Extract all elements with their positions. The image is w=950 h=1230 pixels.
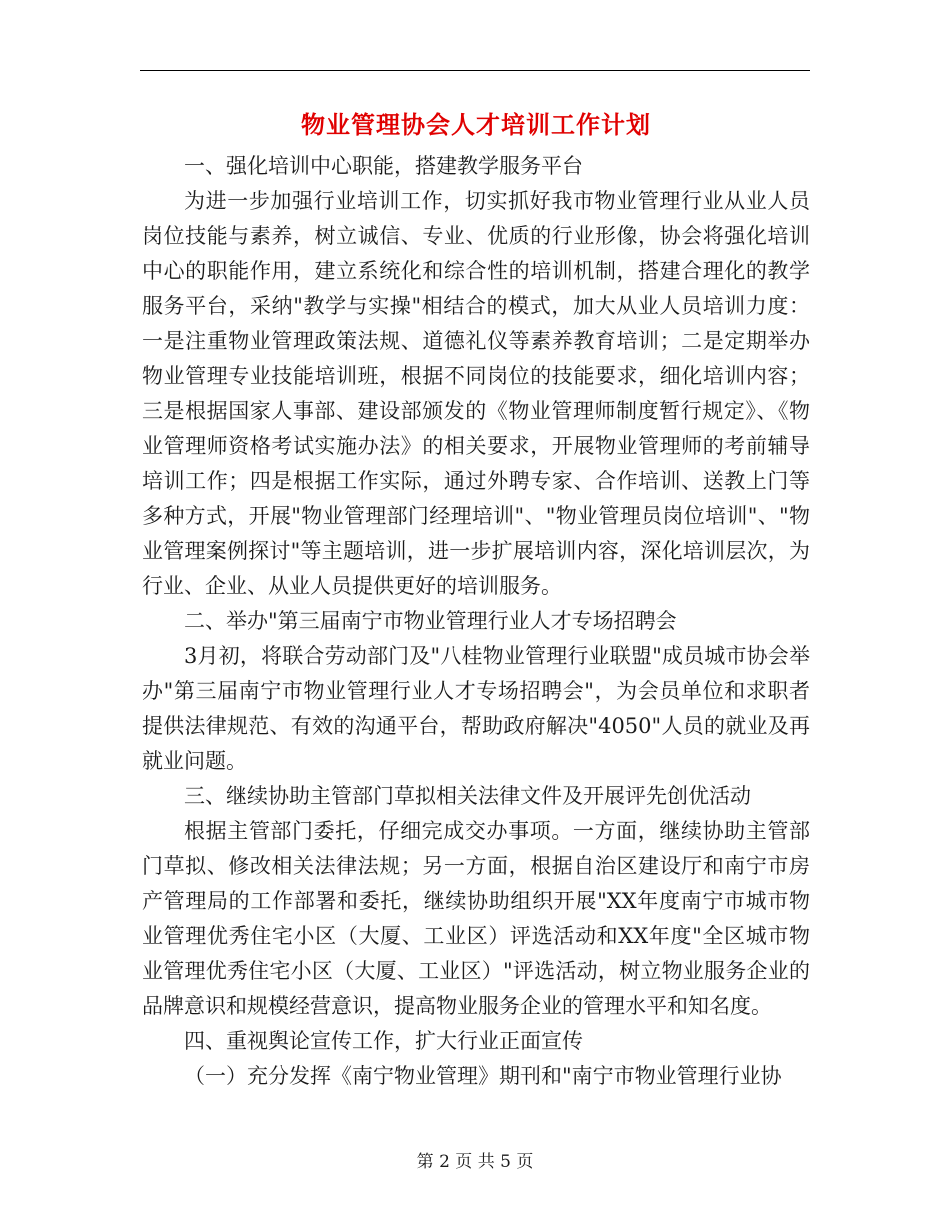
section-heading-4: 四、重视舆论宣传工作，扩大行业正面宣传 bbox=[184, 1029, 583, 1053]
document-title: 物业管理协会人才培训工作计划 bbox=[301, 110, 651, 139]
page-number: 第 2 页 共 5 页 bbox=[416, 1152, 534, 1172]
section-body-4-start: （一）充分发挥《南宁物业管理》期刊和"南宁市物业管理行业协 bbox=[184, 1064, 782, 1088]
section-heading-2: 二、举办"第三届南宁市物业管理行业人才专场招聘会 bbox=[184, 609, 677, 633]
header-rule bbox=[140, 70, 810, 71]
section-heading-3: 三、继续协助主管部门草拟相关法律文件及开展评先创优活动 bbox=[184, 784, 751, 808]
section-body-2: 3月初，将联合劳动部门及"八桂物业管理行业联盟"成员城市协会举办"第三届南宁市物业管理行业人才专场招聘会"，为会员单位和求职者提供法律规范、有效的沟通平台，帮助政府解决"4050"人员的就业及再就业问题。 bbox=[142, 644, 810, 773]
document-body bbox=[142, 103, 810, 1094]
section-heading-1: 一、强化培训中心职能，搭建教学服务平台 bbox=[184, 154, 583, 178]
section-body-3: 根据主管部门委托，仔细完成交办事项。一方面，继续协助主管部门草拟、修改相关法律法规；另一方面，根据自治区建设厅和南宁市房产管理局的工作部署和委托，继续协助组织开展"XX年度南宁市城市物业管理优秀住宅小区（大厦、工业区）评选活动和XX年度"全区城市物业管理优秀住宅小区（大厦、工业区）"评选活动，树立物业服务企业的品牌意识和规模经营意识，提高物业服务企业的管理水平和知名度。 bbox=[142, 819, 810, 1018]
section-body-1: 为进一步加强行业培训工作，切实抓好我市物业管理行业从业人员岗位技能与素养，树立诚信、专业、优质的行业形像，协会将强化培训中心的职能作用，建立系统化和综合性的培训机制，搭建合理化的教学服务平台，采纳"教学与实操"相结合的模式，加大从业人员培训力度：一是注重物业管理政策法规、道德礼仪等素养教育培训；二是定期举办物业管理专业技能培训班，根据不同岗位的技能要求，细化培训内容；三是根据国家人事部、建设部颁发的《物业管理师制度暂行规定》、《物业管理师资格考试实施办法》的相关要求，开展物业管理师的考前辅导培训工作；四是根据工作实际，通过外聘专家、合作培训、送教上门等多种方式，开展"物业管理部门经理培训"、"物业管理员岗位培训"、"物业管理案例探讨"等主题培训，进一步扩展培训内容，深化培训层次，为行业、企业、从业人员提供更好的培训服务。 bbox=[142, 189, 810, 598]
